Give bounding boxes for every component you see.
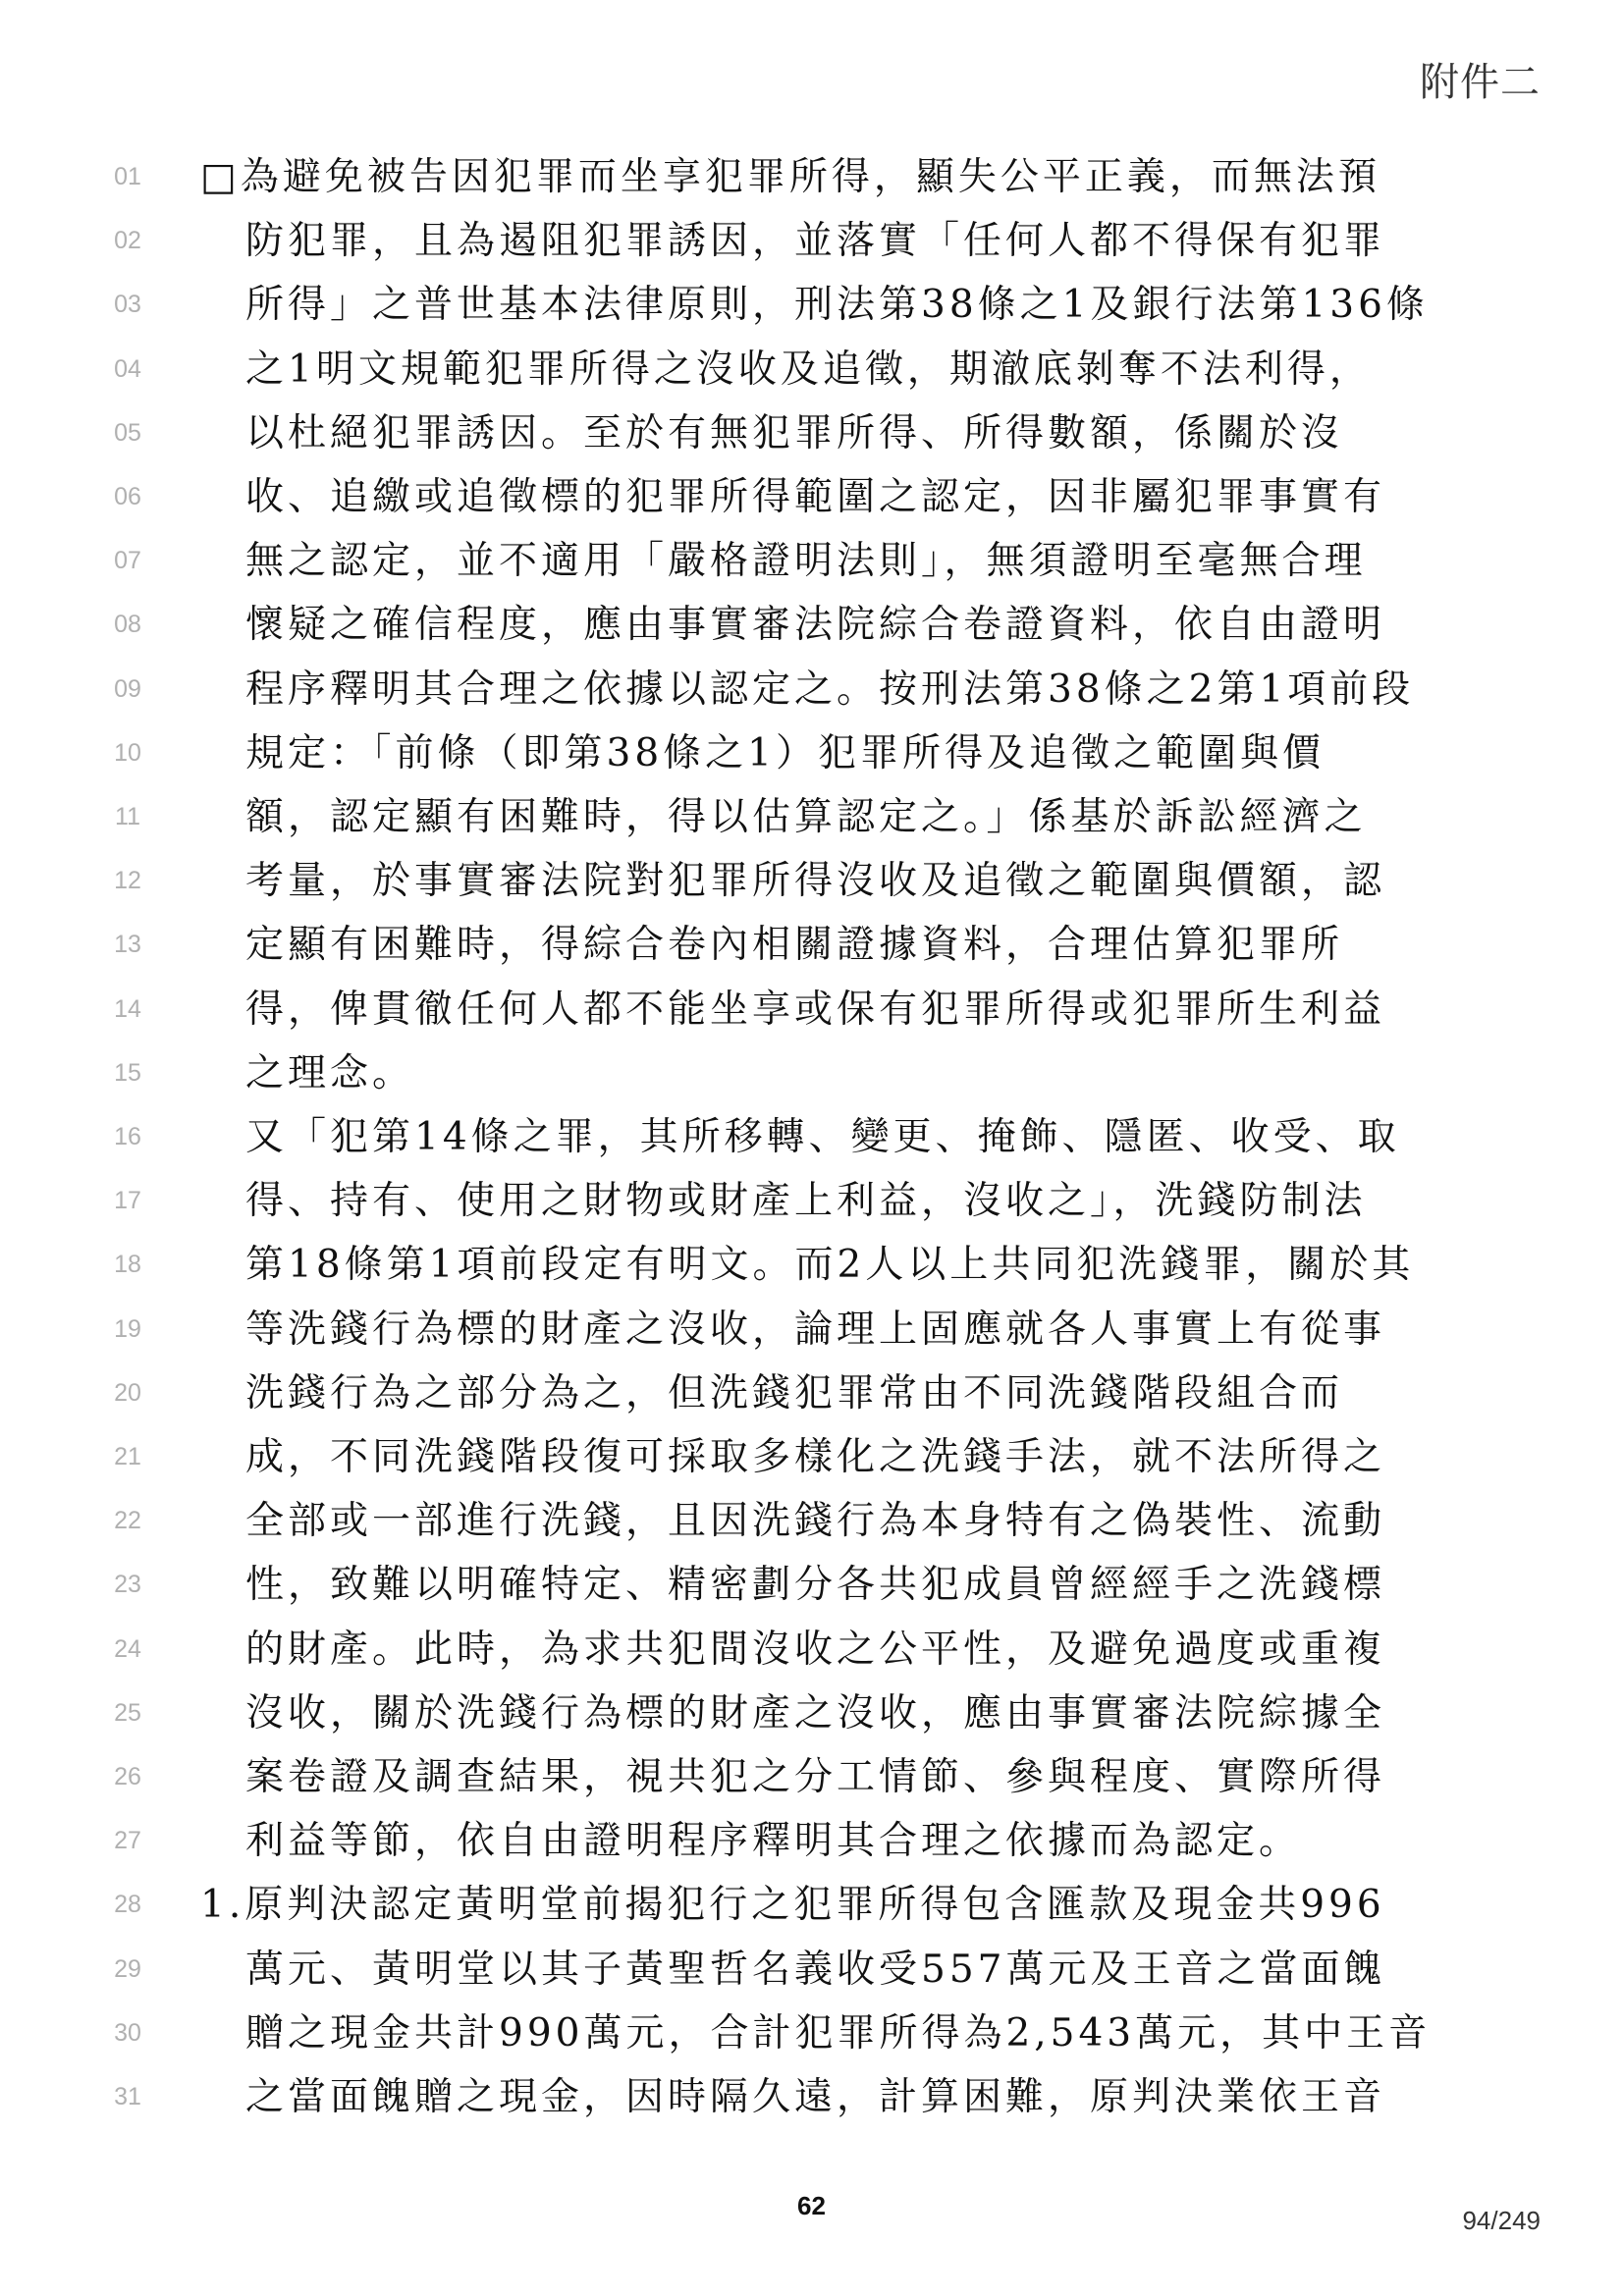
line-number: 31 (114, 2083, 141, 2110)
text-line (0, 1298, 1623, 1362)
line-number: 04 (114, 354, 141, 383)
line-text: 萬元、黃明堂以其子黃聖哲名義收受557萬元及王音之當面餽 (245, 1947, 1386, 1992)
line-number: 27 (114, 1827, 141, 1855)
page-number: 62 (797, 2191, 826, 2220)
text-line (0, 401, 1623, 465)
text-line (0, 465, 1623, 529)
line-text: 懷疑之確信程度，應由事實審法院綜合卷證資料，依自由證明 (245, 603, 1386, 648)
text-line (0, 2002, 1623, 2065)
page-count: 94/249 (1462, 2206, 1541, 2235)
text-line (0, 1362, 1623, 1425)
line-text: 1.原判決認定黃明堂前揭犯行之犯罪所得包含匯款及現金共996 (200, 1883, 1385, 1928)
line-number: 09 (114, 674, 141, 703)
text-line (0, 1682, 1623, 1745)
text-line (0, 593, 1623, 657)
text-line (0, 145, 1623, 209)
line-number: 28 (114, 1891, 141, 1919)
line-number: 30 (114, 2018, 141, 2047)
line-number: 16 (114, 1123, 141, 1150)
line-text: 無之認定，並不適用「嚴格證明法則」，無須證明至毫無合理 (245, 539, 1367, 584)
line-number: 14 (114, 994, 141, 1023)
text-line (0, 1425, 1623, 1489)
line-text: 考量，於事實審法院對犯罪所得沒收及追徵之範圍與價額，認 (245, 859, 1386, 904)
text-line (0, 1489, 1623, 1553)
text-line (0, 1873, 1623, 1937)
line-number: 29 (114, 1954, 141, 1983)
line-text: 等洗錢行為標的財產之沒收，論理上固應就各人事實上有從事 (245, 1307, 1386, 1352)
line-number: 24 (114, 1634, 141, 1663)
line-text: 所得」之普世基本法律原則，刑法第38條之1及銀行法第136條 (245, 283, 1429, 328)
text-line (0, 338, 1623, 401)
line-text: 額，認定顯有困難時，得以估算認定之。」係基於訴訟經濟之 (245, 795, 1367, 839)
line-text: 得，俾貫徹任何人都不能坐享或保有犯罪所得或犯罪所生利益 (245, 987, 1386, 1032)
text-line (0, 785, 1623, 849)
line-number: 12 (114, 867, 141, 895)
text-line (0, 1938, 1623, 2002)
line-text: 案卷證及調查結果，視共犯之分工情節、參與程度、實際所得 (245, 1755, 1386, 1799)
text-line (0, 849, 1623, 913)
line-number: 17 (114, 1187, 141, 1215)
text-line (0, 1041, 1623, 1105)
line-number: 20 (114, 1378, 141, 1407)
text-line (0, 529, 1623, 593)
line-text: 的財產。此時，為求共犯間沒收之公平性，及避免過度或重複 (245, 1627, 1386, 1672)
line-number: 26 (114, 1763, 141, 1790)
line-text: 收、追繳或追徵標的犯罪所得範圍之認定，因非屬犯罪事實有 (245, 475, 1386, 519)
line-text: 全部或一部進行洗錢，且因洗錢行為本身特有之偽裝性、流動 (245, 1499, 1386, 1544)
text-line (0, 1233, 1623, 1297)
line-text: 得、持有、使用之財物或財產上利益，沒收之」，洗錢防制法 (245, 1179, 1367, 1224)
text-line (0, 1618, 1623, 1682)
line-text: 洗錢行為之部分為之，但洗錢犯罪常由不同洗錢階段組合而 (245, 1370, 1344, 1415)
line-text: 之當面餽贈之現金，因時隔久遠，計算困難，原判決業依王音 (245, 2075, 1386, 2119)
line-text: 第18條第1項前段定有明文。而2人以上共同犯洗錢罪，關於其 (245, 1243, 1415, 1288)
text-line (0, 273, 1623, 337)
text-line (0, 2065, 1623, 2129)
text-line (0, 721, 1623, 785)
attachment-label: 附件二 (1420, 61, 1541, 104)
line-number: 02 (114, 227, 141, 255)
line-number: 19 (114, 1314, 141, 1343)
line-number: 13 (114, 931, 141, 959)
line-number: 05 (114, 418, 141, 447)
text-line (0, 209, 1623, 273)
line-number: 07 (114, 547, 141, 575)
line-text: 沒收，關於洗錢行為標的財產之沒收，應由事實審法院綜據全 (245, 1690, 1386, 1735)
line-number: 01 (114, 163, 141, 190)
line-text: 性，致難以明確特定、精密劃分各共犯成員曾經經手之洗錢標 (245, 1563, 1386, 1608)
line-text: 又「犯第14條之罪，其所移轉、變更、掩飾、隱匿、收受、取 (245, 1115, 1400, 1159)
line-text: 以杜絕犯罪誘因。至於有無犯罪所得、所得數額，係關於沒 (245, 410, 1344, 455)
line-number: 15 (114, 1058, 141, 1087)
text-line (0, 1745, 1623, 1809)
line-number: 21 (114, 1443, 141, 1470)
line-number: 22 (114, 1507, 141, 1535)
line-number: 25 (114, 1698, 141, 1727)
text-line (0, 913, 1623, 977)
line-number: 11 (115, 803, 140, 830)
line-text: 程序釋明其合理之依據以認定之。按刑法第38條之2第1項前段 (245, 667, 1415, 712)
line-text: 防犯罪，且為遏阻犯罪誘因，並落實「任何人都不得保有犯罪 (245, 219, 1386, 264)
text-line (0, 1809, 1623, 1873)
line-number: 10 (114, 738, 141, 767)
line-number: 23 (114, 1571, 141, 1599)
line-number: 18 (114, 1251, 141, 1279)
line-number: 08 (114, 611, 141, 639)
text-line (0, 978, 1623, 1041)
line-number: 03 (114, 291, 141, 319)
line-text: 定顯有困難時，得綜合卷內相關證據資料，合理估算犯罪所 (245, 923, 1344, 968)
text-line (0, 1105, 1623, 1169)
line-text: 利益等節，依自由證明程序釋明其合理之依據而為認定。 (245, 1819, 1302, 1864)
text-line (0, 658, 1623, 721)
text-line (0, 1169, 1623, 1233)
line-text: 贈之現金共計990萬元，合計犯罪所得為2,543萬元，其中王音 (245, 2010, 1432, 2056)
line-number: 06 (114, 483, 141, 510)
line-text: 之1明文規範犯罪所得之沒收及追徵，期澈底剝奪不法利得， (245, 347, 1372, 392)
line-text: 規定：「前條（即第38條之1）犯罪所得及追徵之範圍與價 (245, 730, 1325, 775)
line-text: 成，不同洗錢階段復可採取多樣化之洗錢手法，就不法所得之 (245, 1435, 1386, 1479)
line-text: □為避免被告因犯罪而坐享犯罪所得，顯失公平正義，而無法預 (200, 155, 1380, 199)
text-line (0, 1553, 1623, 1617)
line-text: 之理念。 (245, 1050, 415, 1095)
